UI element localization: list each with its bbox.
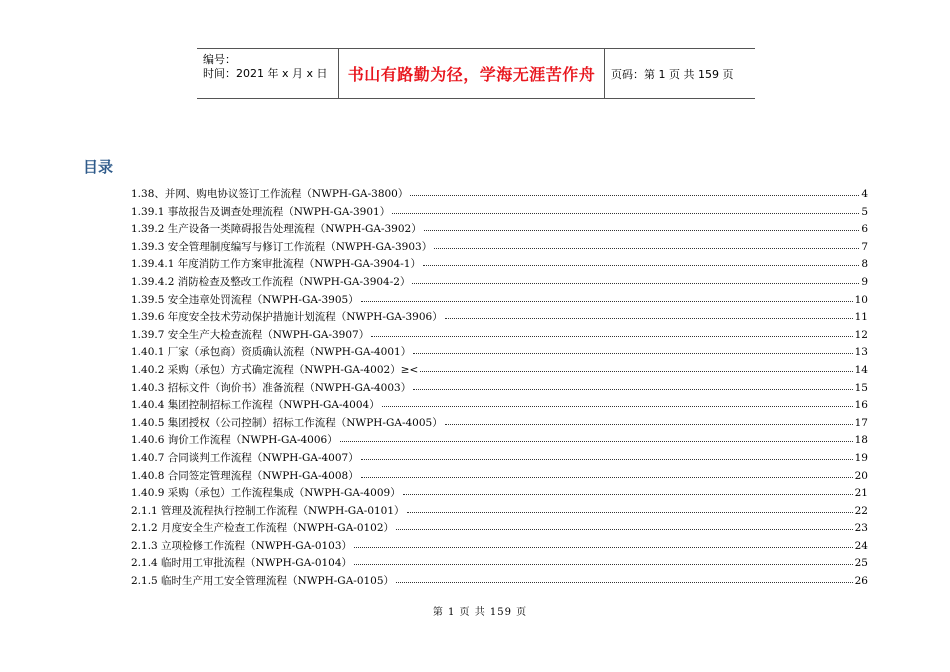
toc-entry-label: 2.1.5 临时生产用工安全管理流程（NWPH-GA-0105）: [131, 575, 395, 588]
toc-entry-page: 9: [861, 275, 868, 288]
toc-entry-label: 1.38、并网、购电协议签订工作流程（NWPH-GA-3800）: [131, 188, 409, 200]
toc-entry-label: 1.40.1 厂家（承包商）资质确认流程（NWPH-GA-4001）: [131, 346, 412, 359]
toc-leader-dots: [354, 555, 853, 565]
toc-leader-dots: [424, 221, 860, 231]
toc-leader-dots: [407, 503, 853, 513]
toc-entry[interactable]: [131, 397, 868, 415]
toc-entry-label: 1.39.6 年度安全技术劳动保护措施计划流程（NWPH-GA-3906）: [131, 311, 443, 324]
toc-entry-page: 11: [854, 311, 868, 324]
toc-leader-dots: [396, 520, 853, 530]
toc-entry-label: 1.40.6 询价工作流程（NWPH-GA-4006）: [131, 434, 338, 447]
toc-entry[interactable]: [131, 380, 868, 398]
toc-entry[interactable]: [131, 327, 868, 345]
toc-entry-page: 10: [854, 293, 868, 306]
toc-leader-dots: [354, 538, 853, 548]
toc-entry-label: 2.1.4 临时用工审批流程（NWPH-GA-0104）: [131, 557, 353, 570]
toc-leader-dots: [413, 344, 852, 354]
toc-entry-page: 16: [854, 399, 868, 412]
toc-entry-page: 8: [861, 258, 868, 271]
toc-leader-dots: [420, 362, 852, 372]
toc-entry[interactable]: [131, 415, 868, 433]
toc-entry[interactable]: [131, 274, 868, 292]
toc-entry-page: 13: [854, 346, 868, 359]
toc-entry[interactable]: [131, 538, 868, 556]
toc-entry[interactable]: [131, 485, 868, 503]
toc-entry-label: 1.40.2 采购（承包）方式确定流程（NWPH-GA-4002）≥<: [131, 363, 419, 376]
toc-title: 目录: [83, 158, 114, 176]
toc-entry[interactable]: [131, 309, 868, 327]
toc-leader-dots: [445, 415, 853, 425]
toc-leader-dots: [361, 450, 853, 460]
toc-leader-dots: [410, 186, 859, 196]
toc-entry-label: 1.40.7 合同谈判工作流程（NWPH-GA-4007）: [131, 451, 359, 464]
toc-entry-page: 19: [854, 451, 868, 464]
toc-entry-page: 6: [861, 223, 868, 236]
toc-leader-dots: [371, 327, 852, 337]
toc-entry-page: 12: [854, 328, 868, 341]
toc-entry[interactable]: [131, 450, 868, 468]
toc-leader-dots: [413, 380, 852, 390]
toc-entry[interactable]: [131, 239, 868, 257]
toc-entry-page: 18: [854, 434, 868, 447]
toc-leader-dots: [434, 239, 859, 249]
toc-entry[interactable]: [131, 555, 868, 573]
toc-entry[interactable]: [131, 503, 868, 521]
table-of-contents: [131, 186, 868, 591]
header-page-info: 页码：第 1 页 共 159 页: [611, 67, 734, 81]
toc-entry[interactable]: [131, 362, 868, 380]
toc-entry-label: 1.39.3 安全管理制度编写与修订工作流程（NWPH-GA-3903）: [131, 240, 433, 253]
toc-entry-label: 2.1.1 管理及流程执行控制工作流程（NWPH-GA-0101）: [131, 504, 405, 517]
toc-leader-dots: [382, 397, 853, 407]
toc-entry-label: 1.39.7 安全生产大检查流程（NWPH-GA-3907）: [131, 328, 370, 341]
toc-entry-label: 1.39.4.2 消防检查及整改工作流程（NWPH-GA-3904-2）: [131, 275, 411, 288]
toc-leader-dots: [396, 573, 853, 583]
number-label: 编号：: [203, 53, 236, 66]
toc-entry[interactable]: [131, 520, 868, 538]
toc-leader-dots: [423, 256, 859, 266]
toc-entry-label: 1.39.2 生产设备一类障碍报告处理流程（NWPH-GA-3902）: [131, 223, 422, 236]
toc-entry-label: 2.1.3 立项检修工作流程（NWPH-GA-0103）: [131, 539, 353, 552]
toc-entry-label: 1.39.4.1 年度消防工作方案审批流程（NWPH-GA-3904-1）: [131, 258, 421, 271]
toc-entry-page: 7: [861, 240, 868, 253]
page-footer: 第 1 页 共 159 页: [432, 607, 528, 618]
toc-entry[interactable]: [131, 292, 868, 310]
toc-leader-dots: [361, 468, 853, 478]
toc-entry[interactable]: [131, 204, 868, 222]
toc-entry[interactable]: [131, 186, 868, 204]
toc-leader-dots: [445, 309, 853, 319]
toc-entry-page: 22: [854, 504, 868, 517]
toc-entry-label: 2.1.2 月度安全生产检查工作流程（NWPH-GA-0102）: [131, 522, 395, 535]
toc-entry-page: 25: [854, 557, 868, 570]
toc-leader-dots: [361, 292, 853, 302]
toc-entry-page: 14: [854, 363, 868, 376]
toc-entry[interactable]: [131, 344, 868, 362]
toc-entry-label: 1.40.4 集团控制招标工作流程（NWPH-GA-4004）: [131, 399, 380, 412]
toc-entry[interactable]: [131, 432, 868, 450]
toc-entry-label: 1.40.8 合同签定管理流程（NWPH-GA-4008）: [131, 469, 359, 482]
header-motto: 书山有路勤为径，学海无涯苦作舟: [339, 49, 605, 98]
document-header: [197, 48, 755, 99]
toc-entry[interactable]: [131, 221, 868, 239]
toc-entry[interactable]: [131, 256, 868, 274]
toc-entry-label: 1.40.9 采购（承包）工作流程集成（NWPH-GA-4009）: [131, 487, 401, 500]
toc-leader-dots: [412, 274, 859, 284]
toc-entry[interactable]: [131, 468, 868, 486]
toc-leader-dots: [340, 432, 853, 442]
toc-entry-page: 20: [854, 469, 868, 482]
toc-entry-page: 26: [854, 575, 868, 588]
toc-leader-dots: [392, 204, 859, 214]
toc-entry-page: 21: [854, 487, 868, 500]
toc-entry-page: 4: [861, 188, 868, 200]
toc-leader-dots: [403, 485, 853, 495]
header-meta: [197, 49, 339, 98]
toc-entry-label: 1.40.3 招标文件（询价书）准备流程（NWPH-GA-4003）: [131, 381, 412, 394]
toc-entry[interactable]: [131, 573, 868, 591]
toc-entry-page: 24: [854, 539, 868, 552]
toc-entry-page: 5: [861, 205, 868, 218]
toc-entry-page: 23: [854, 522, 868, 535]
time-label: 时间：2021 年 x 月 x 日: [203, 67, 328, 80]
toc-entry-page: 15: [854, 381, 868, 394]
toc-entry-label: 1.40.5 集团授权（公司控制）招标工作流程（NWPH-GA-4005）: [131, 416, 443, 429]
toc-entry-label: 1.39.1 事故报告及调查处理流程（NWPH-GA-3901）: [131, 205, 391, 218]
toc-entry-page: 17: [854, 416, 868, 429]
toc-entry-label: 1.39.5 安全违章处罚流程（NWPH-GA-3905）: [131, 293, 359, 306]
